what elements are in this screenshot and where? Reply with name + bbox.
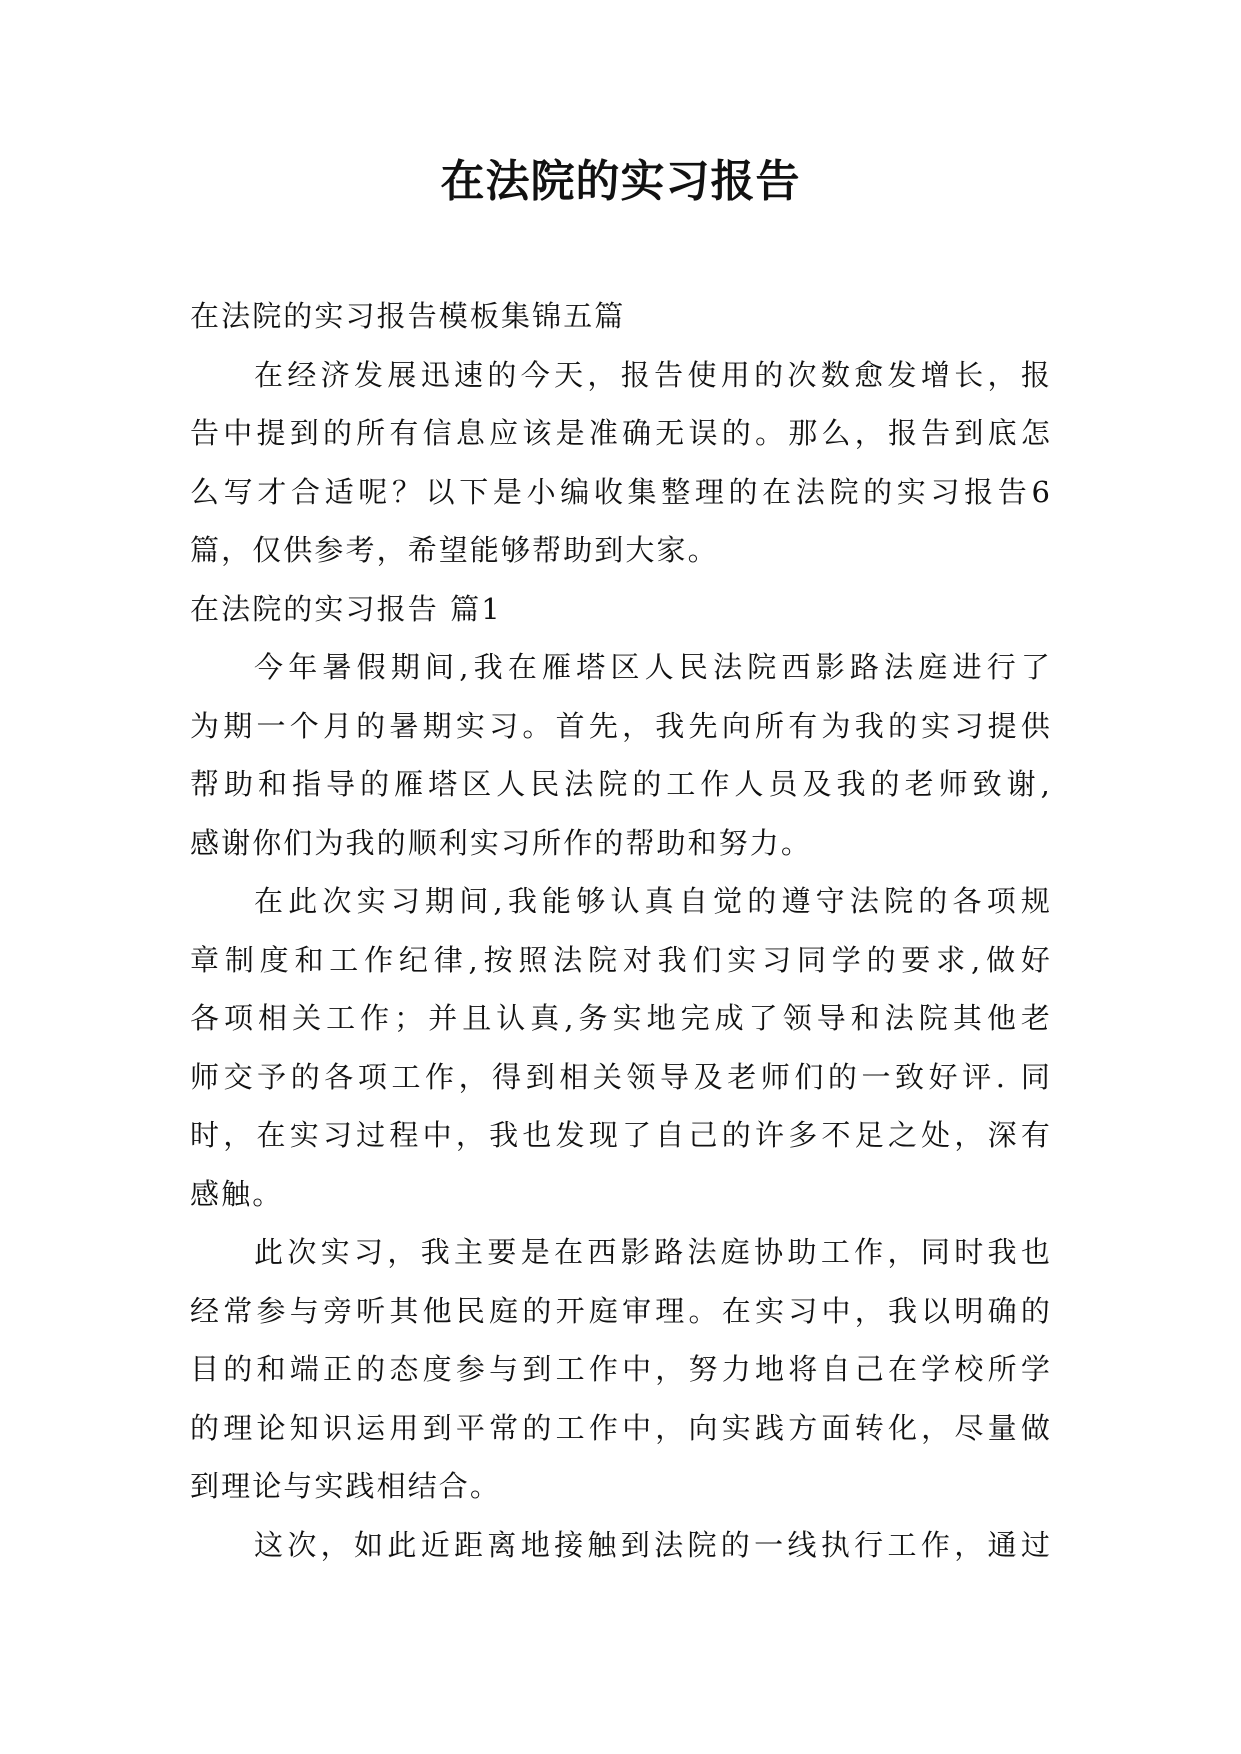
text-line: 师交予的各项工作，得到相关领导及老师们的一致好评. 同 bbox=[190, 1059, 1052, 1094]
text-line: 篇，仅供参考，希望能够帮助到大家。 bbox=[190, 533, 719, 567]
text-line: 在法院的实习报告 篇1 bbox=[190, 591, 502, 626]
text-line: 到理论与实践相结合。 bbox=[190, 1469, 502, 1503]
text-line: 时，在实习过程中，我也发现了自己的许多不足之处，深有 bbox=[190, 1118, 1052, 1152]
text-line: 今年暑假期间,我在雁塔区人民法院西影路法庭进行了 bbox=[254, 650, 1052, 684]
text-line: 的理论知识运用到平常的工作中，向实践方面转化，尽量做 bbox=[190, 1410, 1052, 1445]
text-line: 章制度和工作纪律,按照法院对我们实习同学的要求,做好 bbox=[190, 942, 1052, 977]
text-line: 帮助和指导的雁塔区人民法院的工作人员及我的老师致谢, bbox=[190, 767, 1052, 801]
text-line: 目的和端正的态度参与到工作中，努力地将自己在学校所学 bbox=[190, 1352, 1052, 1386]
text-line: 经常参与旁听其他民庭的开庭审理。在实习中，我以明确的 bbox=[190, 1293, 1052, 1328]
text-line: 这次，如此近距离地接触到法院的一线执行工作，通过 bbox=[254, 1527, 1052, 1562]
text-line: 各项相关工作；并且认真,务实地完成了领导和法院其他老 bbox=[190, 1001, 1052, 1035]
text-line: 此次实习，我主要是在西影路法庭协助工作，同时我也 bbox=[254, 1235, 1052, 1269]
text-line: 在经济发展迅速的今天，报告使用的次数愈发增长，报 bbox=[254, 357, 1052, 392]
document-body bbox=[190, 287, 1052, 1574]
text-line: 在此次实习期间,我能够认真自觉的遵守法院的各项规 bbox=[254, 884, 1052, 918]
text-line: 告中提到的所有信息应该是准确无误的。那么，报告到底怎 bbox=[190, 416, 1052, 450]
text-line: 为期一个月的暑期实习。首先，我先向所有为我的实习提供 bbox=[190, 708, 1052, 743]
text-line: 在法院的实习报告模板集锦五篇 bbox=[190, 299, 626, 333]
text-line: 感触。 bbox=[190, 1176, 284, 1211]
text-line: 么写才合适呢？以下是小编收集整理的在法院的实习报告6 bbox=[190, 474, 1052, 509]
document-title: 在法院的实习报告 bbox=[440, 156, 801, 207]
text-line: 感谢你们为我的顺利实习所作的帮助和努力。 bbox=[190, 825, 813, 860]
